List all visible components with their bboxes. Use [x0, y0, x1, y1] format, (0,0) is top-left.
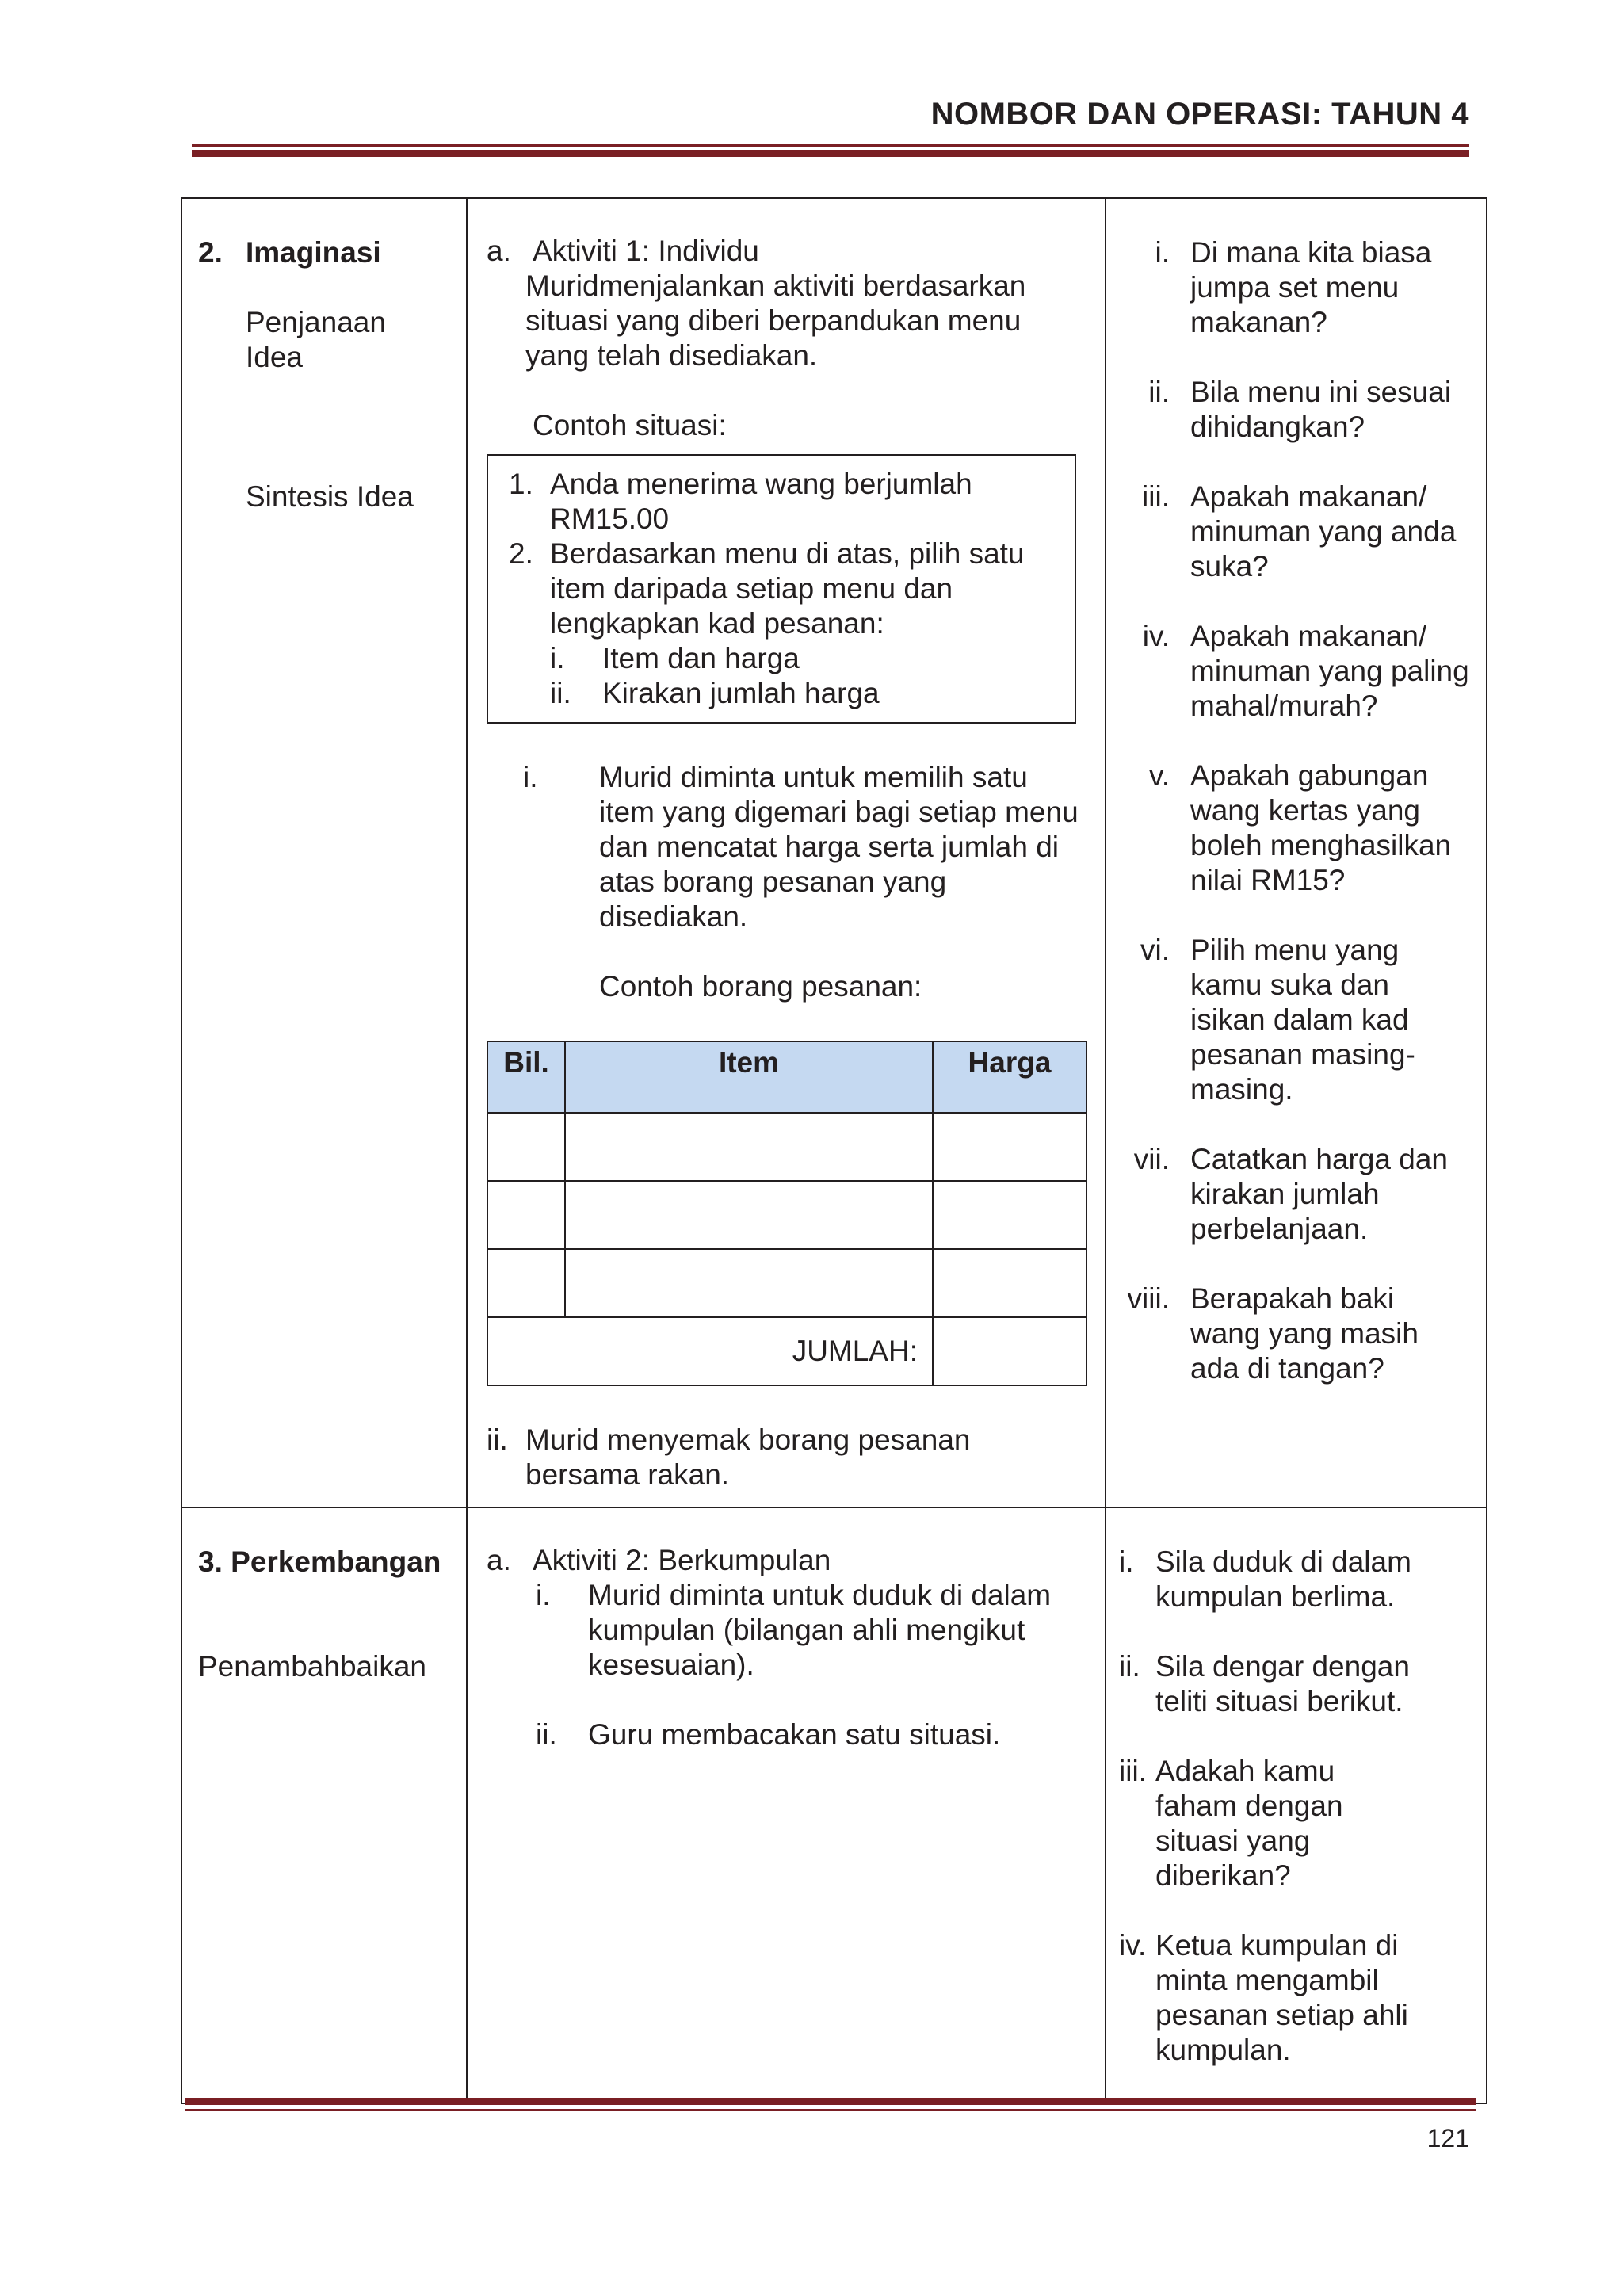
question-text: Berapakah baki wang yang masih ada di tangan?	[1190, 1282, 1419, 1385]
activity-step	[487, 1423, 1089, 1492]
activity-description: Muridmenjalankan aktiviti berdasarkan situasi yang diberi berpandukan menu yang telah disediakan.	[525, 269, 1026, 372]
order-form-cell	[933, 1249, 1086, 1317]
page-number: 121	[1426, 2124, 1469, 2153]
header-rule-thin	[192, 144, 1469, 147]
question-number: iv.	[1119, 1929, 1147, 1962]
question-item	[1113, 375, 1470, 445]
order-form-total-label: JUMLAH:	[487, 1317, 933, 1385]
question-item	[1113, 619, 1470, 724]
question-number: ii.	[1119, 1650, 1140, 1683]
question-number: i.	[1119, 1545, 1134, 1578]
order-form-header-bil: Bil.	[487, 1041, 565, 1113]
activity-step-text: Murid diminta untuk memilih satu item yang digemari bagi setiap menu dan mencatat harga serta jumlah di atas borang pesanan yang disediakan.	[599, 761, 1079, 933]
question-text: Sila dengar dengan teliti situasi berikut.	[1155, 1650, 1410, 1717]
activity-heading	[487, 1543, 1089, 1578]
stage-sub-penambahbaikan: Penambahbaikan	[198, 1650, 426, 1683]
questions-cell	[1106, 1507, 1487, 2103]
question-item	[1119, 1649, 1470, 1719]
question-text: Sila duduk di dalam kumpulan berlima.	[1155, 1545, 1411, 1613]
order-form-header-row	[487, 1041, 1086, 1113]
stage-title: 3. Perkembangan	[198, 1545, 441, 1578]
stage-heading	[198, 1545, 466, 1580]
example-situation-label: Contoh situasi:	[533, 409, 727, 441]
stage-number: 2.	[198, 236, 223, 269]
order-form-header-harga: Harga	[933, 1041, 1086, 1113]
question-text: Ketua kumpulan di minta mengambil pesanan setiap ahli kumpulan.	[1155, 1929, 1408, 2066]
activity-cell	[467, 198, 1106, 1507]
lesson-row-imaginasi	[181, 198, 1487, 1507]
page-header-title: NOMBOR DAN OPERASI: TAHUN 4	[930, 97, 1469, 132]
stage-title: Imaginasi	[246, 236, 381, 269]
activity-title: Aktiviti 1: Individu	[533, 235, 759, 267]
activity-marker: a.	[487, 235, 511, 267]
question-item	[1119, 1754, 1470, 1893]
situation-item-text: Anda menerima wang berjumlah RM15.00	[550, 468, 972, 535]
question-text: Di mana kita biasa jumpa set menu makanan?	[1190, 236, 1432, 338]
question-text: Bila menu ini sesuai dihidangkan?	[1190, 376, 1452, 443]
order-form-cell	[487, 1181, 565, 1249]
order-form-cell	[565, 1113, 933, 1181]
order-form-label: Contoh borang pesanan:	[599, 970, 922, 1003]
activity-marker: a.	[487, 1544, 511, 1576]
situation-box	[487, 454, 1076, 724]
situation-item-number: 1.	[509, 468, 533, 500]
situation-subitem	[550, 676, 1075, 711]
situation-subitem-number: ii.	[550, 677, 571, 709]
activity-step	[536, 1578, 1089, 1683]
stage-cell	[181, 1507, 467, 2103]
question-text: Adakah kamu faham dengan situasi yang diberikan?	[1155, 1755, 1343, 1892]
question-text: Apakah makanan/ minuman yang anda suka?	[1190, 480, 1457, 583]
question-item	[1113, 1142, 1470, 1247]
order-form-row	[487, 1249, 1086, 1317]
stage-cell	[181, 198, 467, 1507]
question-item	[1113, 1282, 1470, 1386]
order-form-cell	[933, 1113, 1086, 1181]
activity-step	[523, 760, 1089, 934]
activity-step-number: i.	[523, 761, 538, 793]
order-form-cell	[933, 1181, 1086, 1249]
question-text: Apakah makanan/ minuman yang paling mahal/murah?	[1190, 620, 1469, 722]
footer-rule-thick	[185, 2098, 1476, 2105]
order-form-total-cell	[933, 1317, 1086, 1385]
activity-title: Aktiviti 2: Berkumpulan	[533, 1544, 831, 1576]
header-rule-thick	[192, 150, 1469, 157]
question-item	[1113, 235, 1470, 340]
question-number: i.	[1155, 236, 1170, 269]
question-number: vi.	[1140, 934, 1170, 966]
order-form-cell	[487, 1249, 565, 1317]
situation-subitem-number: i.	[550, 642, 565, 674]
questions-cell	[1106, 198, 1487, 1507]
situation-item	[509, 537, 1075, 641]
question-number: ii.	[1148, 376, 1170, 408]
situation-item-number: 2.	[509, 537, 533, 570]
activity-step-text: Murid menyemak borang pesanan bersama rakan.	[525, 1423, 971, 1491]
question-text: Catatkan harga dan kirakan jumlah perbelanjaan.	[1190, 1143, 1449, 1245]
activity-step-number: i.	[536, 1579, 551, 1611]
question-item	[1113, 758, 1470, 898]
order-form-header-item: Item	[565, 1041, 933, 1113]
question-item	[1119, 1545, 1470, 1614]
lesson-table	[181, 197, 1487, 2104]
question-item	[1119, 1928, 1470, 2068]
order-form-cell	[565, 1249, 933, 1317]
situation-item	[509, 467, 1075, 537]
question-number: v.	[1148, 759, 1170, 792]
question-number: iii.	[1119, 1755, 1147, 1787]
activity-step	[536, 1717, 1089, 1752]
order-form-cell	[487, 1113, 565, 1181]
stage-heading	[198, 235, 466, 270]
question-number: vii.	[1133, 1143, 1170, 1175]
stage-sub-sintesis: Sintesis Idea	[246, 480, 414, 513]
question-number: iv.	[1142, 620, 1170, 652]
question-item	[1113, 479, 1470, 584]
question-text: Pilih menu yang kamu suka dan isikan dalam kad pesanan masing-masing.	[1190, 934, 1415, 1106]
activity-step-number: ii.	[487, 1423, 508, 1456]
situation-subitem	[550, 641, 1075, 676]
lesson-row-perkembangan	[181, 1507, 1487, 2103]
activity-heading	[487, 234, 1089, 269]
activity-step-number: ii.	[536, 1718, 557, 1751]
situation-subitem-text: Item dan harga	[602, 642, 800, 674]
order-form-table	[487, 1041, 1087, 1386]
activity-step-text: Murid diminta untuk duduk di dalam kumpulan (bilangan ahli mengikut kesesuaian).	[588, 1579, 1052, 1681]
order-form-cell	[565, 1181, 933, 1249]
question-text: Apakah gabungan wang kertas yang boleh menghasilkan nilai RM15?	[1190, 759, 1452, 896]
question-number: iii.	[1142, 480, 1170, 513]
order-form-row	[487, 1113, 1086, 1181]
stage-sub-penjanaan: Penjanaan Idea	[246, 306, 386, 373]
question-number: viii.	[1127, 1282, 1170, 1315]
question-item	[1113, 933, 1470, 1107]
activity-step-text: Guru membacakan satu situasi.	[588, 1718, 1001, 1751]
footer-rule-thin	[185, 2109, 1476, 2111]
situation-subitem-text: Kirakan jumlah harga	[602, 677, 880, 709]
activity-cell	[467, 1507, 1106, 2103]
situation-item-text: Berdasarkan menu di atas, pilih satu item daripada setiap menu dan lengkapkan kad pesanan:	[550, 537, 1025, 640]
order-form-row	[487, 1181, 1086, 1249]
order-form-total-row	[487, 1317, 1086, 1385]
